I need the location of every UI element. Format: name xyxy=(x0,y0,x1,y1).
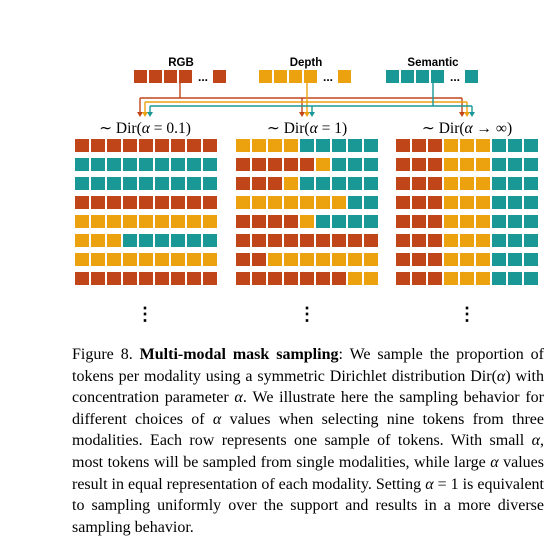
sample-token-semantic xyxy=(155,158,169,171)
sample-token-rgb xyxy=(316,272,330,285)
sample-token-semantic xyxy=(123,158,137,171)
sample-token-rgb xyxy=(123,139,137,152)
token-depth xyxy=(304,70,317,83)
sample-token-rgb xyxy=(396,234,410,247)
sample-token-depth xyxy=(476,158,490,171)
sample-token-rgb xyxy=(252,158,266,171)
sample-token-rgb xyxy=(252,253,266,266)
strip-ellipsis: ... xyxy=(322,70,334,84)
sample-token-semantic xyxy=(524,215,538,228)
sample-token-depth xyxy=(476,139,490,152)
sample-token-rgb xyxy=(123,272,137,285)
token-rgb xyxy=(164,70,177,83)
sample-token-rgb xyxy=(91,196,105,209)
token-semantic xyxy=(386,70,399,83)
token-semantic xyxy=(401,70,414,83)
sample-token-rgb xyxy=(428,139,442,152)
sample-token-rgb xyxy=(412,272,426,285)
sample-token-semantic xyxy=(332,215,346,228)
sample-token-rgb xyxy=(236,158,250,171)
modality-label-rgb: RGB xyxy=(168,57,194,69)
sample-token-rgb xyxy=(252,215,266,228)
sample-token-rgb xyxy=(412,196,426,209)
sample-token-semantic xyxy=(187,234,201,247)
sample-token-depth xyxy=(300,215,314,228)
sample-token-semantic xyxy=(348,139,362,152)
sample-token-rgb xyxy=(171,272,185,285)
arrow-head-rgb xyxy=(459,112,465,117)
token-depth xyxy=(259,70,272,83)
sample-token-semantic xyxy=(171,177,185,190)
sample-token-semantic xyxy=(524,272,538,285)
panel-label-alpha-1: ∼ Dir(α = 1) xyxy=(266,120,348,137)
arrow-head-depth xyxy=(304,112,310,117)
sample-token-semantic xyxy=(492,253,506,266)
sample-token-depth xyxy=(300,196,314,209)
sample-token-depth xyxy=(460,139,474,152)
sample-grids xyxy=(75,139,538,285)
sample-token-depth xyxy=(139,253,153,266)
sample-token-semantic xyxy=(508,158,522,171)
sample-token-semantic xyxy=(332,177,346,190)
arrow-head-depth xyxy=(142,112,148,117)
token-semantic xyxy=(465,70,478,83)
sample-token-depth xyxy=(460,253,474,266)
sample-token-depth xyxy=(444,158,458,171)
sample-token-depth xyxy=(268,253,282,266)
sample-token-depth xyxy=(364,272,378,285)
sample-token-semantic xyxy=(203,234,217,247)
sample-token-semantic xyxy=(75,158,89,171)
sample-token-depth xyxy=(300,253,314,266)
sample-token-rgb xyxy=(300,158,314,171)
sample-token-semantic xyxy=(300,139,314,152)
token-depth xyxy=(338,70,351,83)
sample-token-depth xyxy=(348,272,362,285)
sample-token-rgb xyxy=(155,196,169,209)
sample-token-depth xyxy=(252,139,266,152)
sample-token-depth xyxy=(139,215,153,228)
sample-token-rgb xyxy=(268,234,282,247)
alpha-symbol: α xyxy=(234,389,243,407)
sample-token-semantic xyxy=(155,177,169,190)
sample-token-semantic xyxy=(187,177,201,190)
sample-token-semantic xyxy=(123,234,137,247)
sample-token-rgb xyxy=(187,139,201,152)
sample-token-rgb xyxy=(396,177,410,190)
caption-text-5: , most tokens will be sampled from single modalities, while large xyxy=(72,432,544,471)
sample-token-depth xyxy=(107,253,121,266)
sample-token-depth xyxy=(203,215,217,228)
sample-token-semantic xyxy=(139,234,153,247)
arrow-head-depth xyxy=(464,112,470,117)
sample-token-depth xyxy=(236,196,250,209)
sample-token-rgb xyxy=(187,272,201,285)
sample-token-rgb xyxy=(348,234,362,247)
sample-token-rgb xyxy=(75,196,89,209)
sample-token-depth xyxy=(75,215,89,228)
sample-token-depth xyxy=(476,253,490,266)
sample-token-depth xyxy=(316,196,330,209)
sample-token-rgb xyxy=(91,272,105,285)
sample-token-rgb xyxy=(203,196,217,209)
sample-token-semantic xyxy=(91,177,105,190)
sample-token-rgb xyxy=(236,177,250,190)
figure-caption xyxy=(72,344,544,538)
sample-token-rgb xyxy=(139,196,153,209)
sample-token-depth xyxy=(444,234,458,247)
token-rgb xyxy=(149,70,162,83)
sample-token-rgb xyxy=(428,158,442,171)
sample-token-semantic xyxy=(139,158,153,171)
sample-token-depth xyxy=(460,215,474,228)
sample-token-semantic xyxy=(508,196,522,209)
sample-token-semantic xyxy=(508,272,522,285)
sample-token-depth xyxy=(91,253,105,266)
caption-text-7: = 1 is equivalent to sampling uniformly over the support and results in a more diverse sampling behavior. xyxy=(72,475,545,536)
sample-token-rgb xyxy=(252,234,266,247)
sample-token-rgb xyxy=(75,272,89,285)
sample-token-rgb xyxy=(123,196,137,209)
sample-token-depth xyxy=(236,139,250,152)
sample-token-depth xyxy=(171,253,185,266)
sample-token-semantic xyxy=(348,177,362,190)
sample-token-semantic xyxy=(364,158,378,171)
sample-token-semantic xyxy=(508,215,522,228)
sample-token-semantic xyxy=(492,272,506,285)
sample-token-rgb xyxy=(268,272,282,285)
sample-token-rgb xyxy=(75,139,89,152)
sample-token-rgb xyxy=(428,196,442,209)
strip-ellipsis: ... xyxy=(449,70,461,84)
caption-text-2: ) with concentration parameter xyxy=(72,367,545,407)
caption-text-6: values result in equal representation of each modality. Setting xyxy=(72,453,544,493)
sample-token-rgb xyxy=(171,196,185,209)
sample-token-depth xyxy=(444,215,458,228)
sample-token-depth xyxy=(348,253,362,266)
sample-token-depth xyxy=(187,215,201,228)
sample-token-rgb xyxy=(412,177,426,190)
sample-token-rgb xyxy=(107,196,121,209)
sample-token-rgb xyxy=(284,234,298,247)
arrow-head-semantic xyxy=(309,112,315,117)
modality-token-strips xyxy=(134,70,478,84)
sample-token-semantic xyxy=(524,158,538,171)
sample-token-depth xyxy=(476,177,490,190)
sample-token-semantic xyxy=(155,234,169,247)
sample-token-depth xyxy=(284,177,298,190)
arrow-head-semantic xyxy=(469,112,475,117)
sample-token-depth xyxy=(444,196,458,209)
more-samples-dots-3: ⋮ xyxy=(458,304,476,324)
sample-token-rgb xyxy=(171,139,185,152)
sample-token-rgb xyxy=(284,272,298,285)
sample-token-semantic xyxy=(139,177,153,190)
sample-token-depth xyxy=(444,139,458,152)
sample-token-depth xyxy=(316,158,330,171)
sample-token-depth xyxy=(268,196,282,209)
panel-label-alpha-0-1: ∼ Dir(α = 0.1) xyxy=(99,120,191,137)
sample-token-semantic xyxy=(203,158,217,171)
sample-token-semantic xyxy=(316,177,330,190)
strip-ellipsis: ... xyxy=(197,70,209,84)
sample-token-semantic xyxy=(316,215,330,228)
sample-token-depth xyxy=(476,272,490,285)
sample-token-semantic xyxy=(348,196,362,209)
sample-token-rgb xyxy=(428,253,442,266)
sample-token-rgb xyxy=(284,215,298,228)
sample-token-semantic xyxy=(492,177,506,190)
sample-token-rgb xyxy=(412,253,426,266)
sample-token-rgb xyxy=(203,272,217,285)
sample-token-rgb xyxy=(428,272,442,285)
sample-token-semantic xyxy=(492,215,506,228)
sample-token-semantic xyxy=(203,177,217,190)
sampling-connectors xyxy=(137,83,475,117)
sample-token-rgb xyxy=(268,215,282,228)
sample-token-depth xyxy=(476,215,490,228)
sample-token-rgb xyxy=(236,253,250,266)
sample-token-semantic xyxy=(508,234,522,247)
token-rgb xyxy=(213,70,226,83)
sample-token-semantic xyxy=(348,215,362,228)
arrow-head-rgb xyxy=(137,112,143,117)
sample-token-semantic xyxy=(524,177,538,190)
sample-token-depth xyxy=(332,253,346,266)
sample-token-depth xyxy=(476,234,490,247)
sample-token-rgb xyxy=(412,158,426,171)
panel-label-alpha-infinity: ∼ Dir(α → ∞) xyxy=(421,120,513,137)
sample-token-depth xyxy=(460,196,474,209)
sample-token-semantic xyxy=(332,158,346,171)
sample-token-rgb xyxy=(236,272,250,285)
sample-token-depth xyxy=(444,253,458,266)
sample-token-semantic xyxy=(364,139,378,152)
sample-token-semantic xyxy=(107,158,121,171)
sample-token-semantic xyxy=(187,158,201,171)
token-semantic xyxy=(431,70,444,83)
sample-token-semantic xyxy=(508,253,522,266)
token-rgb xyxy=(179,70,192,83)
sample-token-depth xyxy=(444,177,458,190)
sample-token-semantic xyxy=(492,139,506,152)
token-depth xyxy=(274,70,287,83)
alpha-symbol: α xyxy=(212,410,222,428)
sample-token-rgb xyxy=(236,234,250,247)
sample-token-semantic xyxy=(364,196,378,209)
caption-title: Multi-modal mask sampling xyxy=(139,346,339,363)
arrow-head-rgb xyxy=(299,112,305,117)
sample-token-rgb xyxy=(316,234,330,247)
sample-token-semantic xyxy=(524,196,538,209)
token-rgb xyxy=(134,70,147,83)
sample-token-depth xyxy=(171,215,185,228)
token-depth xyxy=(289,70,302,83)
sample-token-semantic xyxy=(508,177,522,190)
sample-token-depth xyxy=(75,253,89,266)
sample-token-rgb xyxy=(396,158,410,171)
sample-token-depth xyxy=(123,215,137,228)
more-samples-dots-1: ⋮ xyxy=(136,304,154,324)
alpha-symbol: α xyxy=(531,432,540,450)
sample-token-depth xyxy=(460,234,474,247)
sample-token-depth xyxy=(91,215,105,228)
sample-token-depth xyxy=(268,139,282,152)
sample-token-depth xyxy=(332,196,346,209)
sample-token-depth xyxy=(284,196,298,209)
sample-token-rgb xyxy=(412,139,426,152)
sample-token-rgb xyxy=(155,272,169,285)
sample-token-rgb xyxy=(300,272,314,285)
sample-token-rgb xyxy=(412,234,426,247)
sample-token-semantic xyxy=(364,215,378,228)
sample-token-depth xyxy=(284,253,298,266)
sample-token-semantic xyxy=(316,139,330,152)
sample-token-depth xyxy=(155,253,169,266)
sample-token-depth xyxy=(460,177,474,190)
sample-token-semantic xyxy=(171,158,185,171)
sample-token-rgb xyxy=(364,234,378,247)
sample-token-rgb xyxy=(139,139,153,152)
sample-token-depth xyxy=(107,215,121,228)
modality-label-semantic: Semantic xyxy=(407,57,459,69)
sample-token-rgb xyxy=(428,215,442,228)
token-semantic xyxy=(416,70,429,83)
arrow-head-semantic xyxy=(147,112,153,117)
sample-token-semantic xyxy=(524,234,538,247)
sample-token-semantic xyxy=(364,177,378,190)
sample-token-depth xyxy=(107,234,121,247)
sample-token-depth xyxy=(460,158,474,171)
alpha-symbol: α xyxy=(425,475,434,493)
sample-token-rgb xyxy=(396,139,410,152)
caption-text-3: . We illustrate here the sampling behavior for different choices of xyxy=(72,389,544,428)
sample-token-rgb xyxy=(91,139,105,152)
sample-token-rgb xyxy=(236,215,250,228)
sample-token-rgb xyxy=(187,196,201,209)
sample-token-rgb xyxy=(268,158,282,171)
modality-label-depth: Depth xyxy=(289,57,323,69)
sample-token-semantic xyxy=(75,177,89,190)
sample-token-rgb xyxy=(139,272,153,285)
sample-token-rgb xyxy=(428,177,442,190)
sample-token-depth xyxy=(316,253,330,266)
sample-token-depth xyxy=(75,234,89,247)
sample-token-semantic xyxy=(348,158,362,171)
sample-token-rgb xyxy=(107,272,121,285)
caption-text-1: : We sample the proportion of tokens per modality using a symmetric Dirichlet distribution Dir( xyxy=(72,346,544,385)
sample-token-rgb xyxy=(332,272,346,285)
sample-token-rgb xyxy=(412,215,426,228)
sample-token-rgb xyxy=(428,234,442,247)
sample-token-semantic xyxy=(300,177,314,190)
sample-token-rgb xyxy=(268,177,282,190)
sample-token-depth xyxy=(155,215,169,228)
sample-token-rgb xyxy=(396,272,410,285)
sample-token-rgb xyxy=(252,272,266,285)
sample-token-semantic xyxy=(524,139,538,152)
sample-token-depth xyxy=(476,196,490,209)
sample-token-depth xyxy=(203,253,217,266)
sample-token-semantic xyxy=(332,139,346,152)
sample-token-semantic xyxy=(524,253,538,266)
sample-token-depth xyxy=(460,272,474,285)
sample-token-depth xyxy=(252,196,266,209)
caption-text-4: values when selecting nine tokens from three modalities. Each row represents one sample of tokens. With small xyxy=(72,410,545,450)
sample-token-rgb xyxy=(396,196,410,209)
alpha-symbol: α xyxy=(496,367,506,385)
sample-token-rgb xyxy=(284,158,298,171)
sample-token-rgb xyxy=(332,234,346,247)
sample-token-rgb xyxy=(300,234,314,247)
sample-token-depth xyxy=(187,253,201,266)
sample-token-rgb xyxy=(252,177,266,190)
sample-token-rgb xyxy=(396,215,410,228)
sample-token-rgb xyxy=(203,139,217,152)
sample-token-semantic xyxy=(107,177,121,190)
sample-token-depth xyxy=(91,234,105,247)
sample-token-rgb xyxy=(396,253,410,266)
sample-token-depth xyxy=(123,253,137,266)
sample-token-semantic xyxy=(508,139,522,152)
sample-token-semantic xyxy=(492,158,506,171)
figure-label: Figure 8. xyxy=(72,346,133,363)
sample-token-semantic xyxy=(171,234,185,247)
sample-token-semantic xyxy=(492,196,506,209)
more-samples-dots-2: ⋮ xyxy=(298,304,316,324)
sample-token-rgb xyxy=(107,139,121,152)
sample-token-depth xyxy=(444,272,458,285)
sample-token-rgb xyxy=(155,139,169,152)
alpha-symbol: α xyxy=(490,453,499,471)
sample-token-semantic xyxy=(123,177,137,190)
sample-token-depth xyxy=(284,139,298,152)
sample-token-semantic xyxy=(91,158,105,171)
sample-token-depth xyxy=(364,253,378,266)
sample-token-semantic xyxy=(492,234,506,247)
